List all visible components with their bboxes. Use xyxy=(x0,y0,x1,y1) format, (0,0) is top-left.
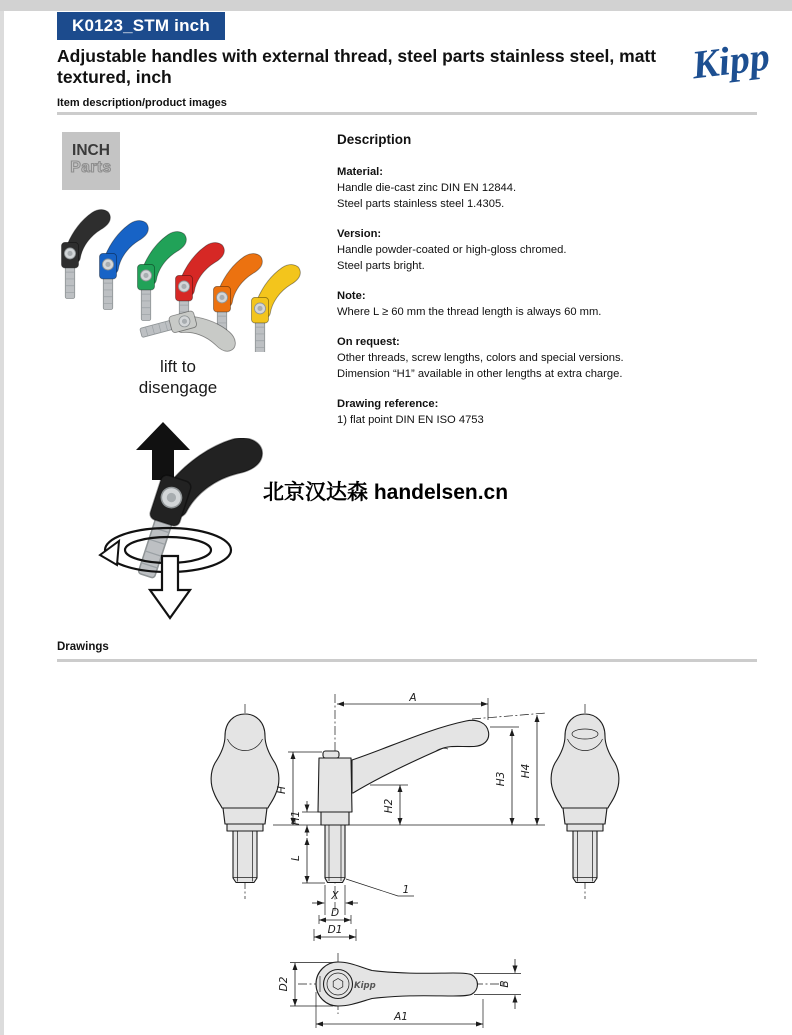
divider xyxy=(57,659,757,662)
dim-B: B xyxy=(499,980,511,988)
block-label: Drawing reference: xyxy=(337,398,439,410)
dim-X: X xyxy=(331,890,339,902)
scan-edge-left xyxy=(0,11,4,1035)
block-line: Handle die-cast zinc DIN EN 12844. xyxy=(337,182,517,194)
block-label: Note: xyxy=(337,290,366,302)
block-line: Steel parts stainless steel 1.4305. xyxy=(337,198,505,210)
description-block-material xyxy=(337,164,762,212)
dim-D2: D2 xyxy=(278,976,290,992)
kipp-logo-text: Kipp xyxy=(690,33,770,88)
dim-D1: D1 xyxy=(327,924,343,936)
drawing-left-end-view xyxy=(211,704,279,899)
inch-badge-line1: INCH xyxy=(72,142,110,159)
drawings-heading: Drawings xyxy=(57,641,109,653)
rotate-handle-graphic xyxy=(92,438,297,633)
description-block-version xyxy=(337,226,762,274)
dim-H2: H2 xyxy=(383,798,395,814)
drawing-dimensions xyxy=(276,692,537,941)
section-label: Item description/product images xyxy=(57,97,227,109)
rotation-demo-handle xyxy=(131,438,266,598)
drawing-top-view xyxy=(278,953,521,1028)
block-line: Dimension “H1” available in other lengths at extra charge. xyxy=(337,368,623,380)
dim-H: H xyxy=(276,786,288,794)
dim-A: A xyxy=(409,692,417,704)
technical-drawing xyxy=(100,672,660,1035)
description-block-note xyxy=(337,288,762,320)
inch-badge-line2: Parts xyxy=(70,159,112,176)
block-line: Other threads, screw lengths, colors and special versions. xyxy=(337,352,624,364)
block-label: Material: xyxy=(337,166,384,178)
page-title: Adjustable handles with external thread, steel parts stainless steel, matt textured, inch xyxy=(57,46,657,87)
dim-A1: A1 xyxy=(394,1011,408,1023)
lift-caption-line1: lift to xyxy=(160,357,196,376)
kipp-logo-small: Kipp xyxy=(354,981,376,991)
block-line: Handle powder-coated or high-gloss chromed. xyxy=(337,244,567,256)
dim-D: D xyxy=(330,907,340,919)
lift-caption-line2: disengage xyxy=(138,378,218,397)
handle-yellow xyxy=(252,265,301,352)
kipp-logo xyxy=(690,30,770,94)
inch-parts-badge xyxy=(62,132,120,190)
dim-L: L xyxy=(290,855,302,861)
description-panel xyxy=(337,132,762,442)
lift-caption xyxy=(88,356,268,398)
description-block-drawing-reference xyxy=(337,396,762,428)
dim-H3: H3 xyxy=(495,771,507,787)
product-code-badge: K0123_STM inch xyxy=(57,12,225,40)
scan-edge-top xyxy=(0,0,792,11)
product-handles-image xyxy=(52,192,302,352)
block-line: Steel parts bright. xyxy=(337,260,425,272)
block-label: On request: xyxy=(337,336,400,348)
dim-H1: H1 xyxy=(290,810,302,826)
block-line: 1) flat point DIN EN ISO 4753 xyxy=(337,414,484,426)
dim-ref1: 1 xyxy=(402,884,410,896)
rotate-arrowhead-icon xyxy=(100,541,119,565)
dim-H4: H4 xyxy=(520,763,532,779)
drawing-right-end-view xyxy=(551,704,619,899)
description-block-on-request xyxy=(337,334,762,382)
block-line: Where L ≥ 60 mm the thread length is always 60 mm. xyxy=(337,306,602,318)
block-label: Version: xyxy=(337,228,382,240)
watermark-text: 北京汉达森 handelsen.cn xyxy=(263,481,509,504)
description-heading: Description xyxy=(337,132,412,147)
divider xyxy=(57,112,757,115)
